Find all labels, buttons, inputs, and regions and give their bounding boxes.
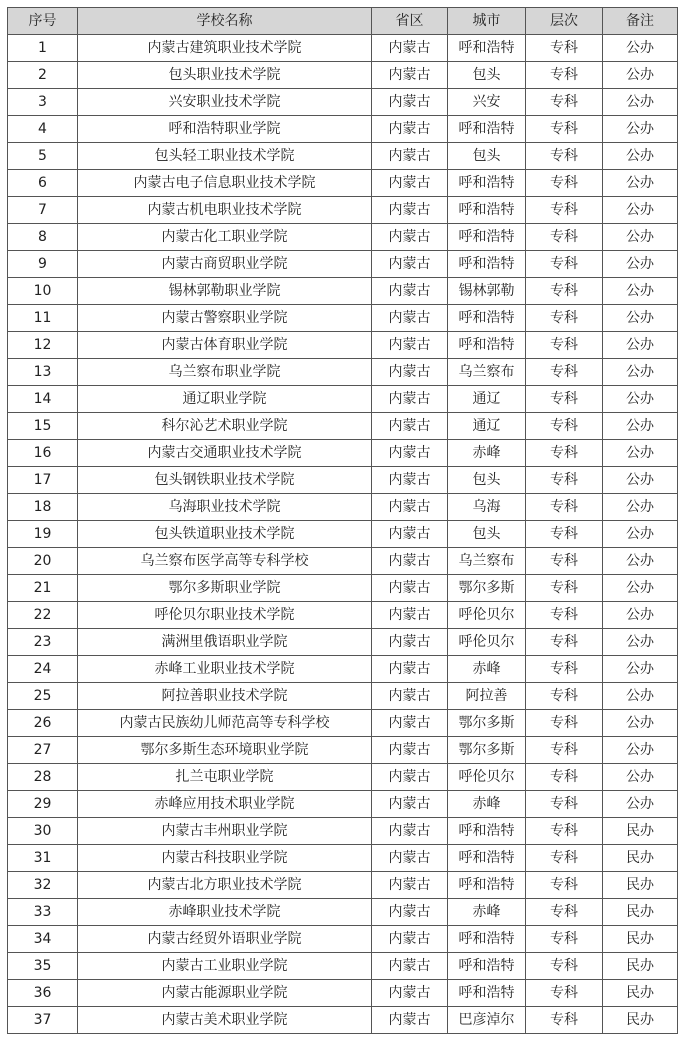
table-row xyxy=(8,791,678,818)
table-row xyxy=(8,305,678,332)
cell-no: 19 xyxy=(8,521,78,548)
cell-name: 赤峰应用技术职业学院 xyxy=(78,791,372,818)
cell-level: 专科 xyxy=(526,764,603,791)
table-row xyxy=(8,170,678,197)
cell-no: 36 xyxy=(8,980,78,1007)
cell-name: 乌兰察布职业学院 xyxy=(78,359,372,386)
cell-province: 内蒙古 xyxy=(372,278,448,305)
cell-no: 31 xyxy=(8,845,78,872)
cell-name: 包头职业技术学院 xyxy=(78,62,372,89)
cell-city: 乌兰察布 xyxy=(448,548,526,575)
cell-level: 专科 xyxy=(526,278,603,305)
cell-name: 阿拉善职业技术学院 xyxy=(78,683,372,710)
cell-city: 呼和浩特 xyxy=(448,845,526,872)
cell-level: 专科 xyxy=(526,845,603,872)
cell-note: 公办 xyxy=(603,440,678,467)
cell-province: 内蒙古 xyxy=(372,899,448,926)
cell-no: 7 xyxy=(8,197,78,224)
cell-province: 内蒙古 xyxy=(372,926,448,953)
cell-no: 25 xyxy=(8,683,78,710)
cell-level: 专科 xyxy=(526,143,603,170)
cell-level: 专科 xyxy=(526,1007,603,1034)
cell-city: 呼和浩特 xyxy=(448,224,526,251)
cell-name: 鄂尔多斯职业学院 xyxy=(78,575,372,602)
cell-city: 赤峰 xyxy=(448,440,526,467)
cell-province: 内蒙古 xyxy=(372,413,448,440)
cell-province: 内蒙古 xyxy=(372,62,448,89)
cell-province: 内蒙古 xyxy=(372,656,448,683)
table-row xyxy=(8,737,678,764)
cell-name: 内蒙古建筑职业技术学院 xyxy=(78,35,372,62)
school-list-sheet xyxy=(7,7,678,1034)
table-row xyxy=(8,899,678,926)
cell-city: 呼和浩特 xyxy=(448,818,526,845)
cell-level: 专科 xyxy=(526,386,603,413)
cell-province: 内蒙古 xyxy=(372,251,448,278)
cell-level: 专科 xyxy=(526,62,603,89)
cell-note: 公办 xyxy=(603,413,678,440)
table-row xyxy=(8,1007,678,1034)
cell-name: 内蒙古工业职业学院 xyxy=(78,953,372,980)
school-table xyxy=(7,7,678,1034)
cell-province: 内蒙古 xyxy=(372,35,448,62)
cell-note: 公办 xyxy=(603,386,678,413)
cell-no: 22 xyxy=(8,602,78,629)
cell-level: 专科 xyxy=(526,575,603,602)
table-row xyxy=(8,683,678,710)
cell-note: 公办 xyxy=(603,467,678,494)
table-row xyxy=(8,602,678,629)
table-row xyxy=(8,251,678,278)
cell-level: 专科 xyxy=(526,629,603,656)
cell-level: 专科 xyxy=(526,791,603,818)
cell-level: 专科 xyxy=(526,170,603,197)
cell-no: 18 xyxy=(8,494,78,521)
cell-name: 内蒙古交通职业技术学院 xyxy=(78,440,372,467)
cell-province: 内蒙古 xyxy=(372,602,448,629)
cell-note: 公办 xyxy=(603,197,678,224)
cell-city: 包头 xyxy=(448,467,526,494)
cell-province: 内蒙古 xyxy=(372,143,448,170)
cell-city: 呼和浩特 xyxy=(448,332,526,359)
table-row xyxy=(8,89,678,116)
cell-city: 乌海 xyxy=(448,494,526,521)
cell-city: 乌兰察布 xyxy=(448,359,526,386)
cell-city: 兴安 xyxy=(448,89,526,116)
cell-level: 专科 xyxy=(526,926,603,953)
cell-no: 3 xyxy=(8,89,78,116)
cell-city: 呼和浩特 xyxy=(448,251,526,278)
cell-level: 专科 xyxy=(526,413,603,440)
cell-note: 公办 xyxy=(603,737,678,764)
table-row xyxy=(8,872,678,899)
cell-note: 公办 xyxy=(603,89,678,116)
cell-level: 专科 xyxy=(526,521,603,548)
cell-note: 公办 xyxy=(603,791,678,818)
table-row xyxy=(8,494,678,521)
cell-level: 专科 xyxy=(526,548,603,575)
cell-city: 呼和浩特 xyxy=(448,197,526,224)
cell-province: 内蒙古 xyxy=(372,548,448,575)
cell-province: 内蒙古 xyxy=(372,467,448,494)
cell-city: 包头 xyxy=(448,521,526,548)
cell-city: 阿拉善 xyxy=(448,683,526,710)
cell-no: 12 xyxy=(8,332,78,359)
cell-city: 呼和浩特 xyxy=(448,116,526,143)
cell-name: 内蒙古科技职业学院 xyxy=(78,845,372,872)
cell-note: 公办 xyxy=(603,143,678,170)
cell-no: 32 xyxy=(8,872,78,899)
cell-level: 专科 xyxy=(526,656,603,683)
cell-city: 呼和浩特 xyxy=(448,170,526,197)
cell-level: 专科 xyxy=(526,305,603,332)
cell-no: 28 xyxy=(8,764,78,791)
table-row xyxy=(8,926,678,953)
cell-province: 内蒙古 xyxy=(372,980,448,1007)
cell-note: 公办 xyxy=(603,629,678,656)
cell-province: 内蒙古 xyxy=(372,818,448,845)
cell-note: 公办 xyxy=(603,278,678,305)
cell-level: 专科 xyxy=(526,332,603,359)
cell-no: 26 xyxy=(8,710,78,737)
cell-province: 内蒙古 xyxy=(372,359,448,386)
cell-note: 公办 xyxy=(603,656,678,683)
cell-level: 专科 xyxy=(526,440,603,467)
cell-name: 呼伦贝尔职业技术学院 xyxy=(78,602,372,629)
cell-note: 公办 xyxy=(603,116,678,143)
table-row xyxy=(8,197,678,224)
cell-city: 呼和浩特 xyxy=(448,980,526,1007)
cell-city: 通辽 xyxy=(448,386,526,413)
cell-name: 包头轻工职业技术学院 xyxy=(78,143,372,170)
cell-no: 2 xyxy=(8,62,78,89)
cell-note: 公办 xyxy=(603,494,678,521)
cell-note: 民办 xyxy=(603,980,678,1007)
table-row xyxy=(8,332,678,359)
cell-no: 14 xyxy=(8,386,78,413)
cell-level: 专科 xyxy=(526,494,603,521)
cell-no: 11 xyxy=(8,305,78,332)
cell-level: 专科 xyxy=(526,359,603,386)
cell-name: 内蒙古经贸外语职业学院 xyxy=(78,926,372,953)
cell-name: 内蒙古丰州职业学院 xyxy=(78,818,372,845)
table-row xyxy=(8,629,678,656)
cell-note: 公办 xyxy=(603,305,678,332)
cell-province: 内蒙古 xyxy=(372,224,448,251)
cell-no: 1 xyxy=(8,35,78,62)
cell-province: 内蒙古 xyxy=(372,1007,448,1034)
cell-province: 内蒙古 xyxy=(372,89,448,116)
cell-name: 扎兰屯职业学院 xyxy=(78,764,372,791)
header-city: 城市 xyxy=(448,8,526,35)
table-row xyxy=(8,386,678,413)
cell-name: 内蒙古北方职业技术学院 xyxy=(78,872,372,899)
cell-note: 民办 xyxy=(603,872,678,899)
cell-city: 呼和浩特 xyxy=(448,953,526,980)
table-row xyxy=(8,224,678,251)
cell-city: 呼和浩特 xyxy=(448,35,526,62)
cell-name: 包头钢铁职业技术学院 xyxy=(78,467,372,494)
cell-province: 内蒙古 xyxy=(372,872,448,899)
cell-name: 内蒙古警察职业学院 xyxy=(78,305,372,332)
cell-no: 21 xyxy=(8,575,78,602)
cell-no: 15 xyxy=(8,413,78,440)
cell-city: 包头 xyxy=(448,62,526,89)
table-header xyxy=(8,8,678,35)
table-row xyxy=(8,764,678,791)
cell-no: 27 xyxy=(8,737,78,764)
cell-level: 专科 xyxy=(526,251,603,278)
cell-city: 锡林郭勒 xyxy=(448,278,526,305)
table-row xyxy=(8,575,678,602)
cell-no: 10 xyxy=(8,278,78,305)
cell-name: 内蒙古民族幼儿师范高等专科学校 xyxy=(78,710,372,737)
cell-note: 公办 xyxy=(603,332,678,359)
cell-note: 公办 xyxy=(603,548,678,575)
header-row xyxy=(8,8,678,35)
header-note: 备注 xyxy=(603,8,678,35)
cell-city: 赤峰 xyxy=(448,791,526,818)
cell-level: 专科 xyxy=(526,737,603,764)
cell-province: 内蒙古 xyxy=(372,332,448,359)
cell-no: 17 xyxy=(8,467,78,494)
cell-level: 专科 xyxy=(526,89,603,116)
cell-no: 20 xyxy=(8,548,78,575)
table-row xyxy=(8,62,678,89)
table-row xyxy=(8,548,678,575)
cell-city: 赤峰 xyxy=(448,899,526,926)
cell-level: 专科 xyxy=(526,710,603,737)
cell-province: 内蒙古 xyxy=(372,629,448,656)
cell-note: 民办 xyxy=(603,845,678,872)
table-row xyxy=(8,116,678,143)
cell-no: 34 xyxy=(8,926,78,953)
cell-city: 呼伦贝尔 xyxy=(448,629,526,656)
cell-level: 专科 xyxy=(526,980,603,1007)
cell-no: 13 xyxy=(8,359,78,386)
table-row xyxy=(8,710,678,737)
cell-city: 呼和浩特 xyxy=(448,305,526,332)
table-row xyxy=(8,143,678,170)
cell-province: 内蒙古 xyxy=(372,197,448,224)
cell-province: 内蒙古 xyxy=(372,845,448,872)
cell-note: 公办 xyxy=(603,575,678,602)
cell-name: 科尔沁艺术职业学院 xyxy=(78,413,372,440)
cell-level: 专科 xyxy=(526,224,603,251)
cell-level: 专科 xyxy=(526,602,603,629)
cell-province: 内蒙古 xyxy=(372,575,448,602)
cell-no: 4 xyxy=(8,116,78,143)
cell-city: 鄂尔多斯 xyxy=(448,710,526,737)
cell-province: 内蒙古 xyxy=(372,116,448,143)
cell-city: 鄂尔多斯 xyxy=(448,575,526,602)
table-row xyxy=(8,35,678,62)
cell-no: 37 xyxy=(8,1007,78,1034)
header-name: 学校名称 xyxy=(78,8,372,35)
cell-level: 专科 xyxy=(526,467,603,494)
cell-name: 鄂尔多斯生态环境职业学院 xyxy=(78,737,372,764)
cell-no: 33 xyxy=(8,899,78,926)
cell-note: 公办 xyxy=(603,764,678,791)
cell-no: 16 xyxy=(8,440,78,467)
cell-name: 内蒙古能源职业学院 xyxy=(78,980,372,1007)
table-row xyxy=(8,467,678,494)
cell-name: 包头铁道职业技术学院 xyxy=(78,521,372,548)
cell-level: 专科 xyxy=(526,872,603,899)
cell-name: 赤峰职业技术学院 xyxy=(78,899,372,926)
cell-note: 公办 xyxy=(603,170,678,197)
cell-city: 巴彦淖尔 xyxy=(448,1007,526,1034)
cell-province: 内蒙古 xyxy=(372,953,448,980)
cell-city: 呼伦贝尔 xyxy=(448,602,526,629)
cell-no: 6 xyxy=(8,170,78,197)
table-row xyxy=(8,980,678,1007)
cell-note: 公办 xyxy=(603,359,678,386)
cell-city: 通辽 xyxy=(448,413,526,440)
cell-city: 赤峰 xyxy=(448,656,526,683)
cell-note: 民办 xyxy=(603,818,678,845)
cell-province: 内蒙古 xyxy=(372,791,448,818)
cell-province: 内蒙古 xyxy=(372,521,448,548)
table-row xyxy=(8,953,678,980)
cell-province: 内蒙古 xyxy=(372,710,448,737)
cell-province: 内蒙古 xyxy=(372,440,448,467)
cell-name: 呼和浩特职业学院 xyxy=(78,116,372,143)
cell-level: 专科 xyxy=(526,197,603,224)
cell-note: 公办 xyxy=(603,710,678,737)
cell-note: 民办 xyxy=(603,1007,678,1034)
cell-no: 8 xyxy=(8,224,78,251)
cell-note: 公办 xyxy=(603,35,678,62)
cell-city: 鄂尔多斯 xyxy=(448,737,526,764)
cell-name: 内蒙古化工职业学院 xyxy=(78,224,372,251)
cell-level: 专科 xyxy=(526,683,603,710)
cell-province: 内蒙古 xyxy=(372,737,448,764)
cell-province: 内蒙古 xyxy=(372,386,448,413)
cell-level: 专科 xyxy=(526,35,603,62)
cell-province: 内蒙古 xyxy=(372,305,448,332)
cell-level: 专科 xyxy=(526,899,603,926)
cell-province: 内蒙古 xyxy=(372,683,448,710)
table-row xyxy=(8,656,678,683)
cell-name: 内蒙古美术职业学院 xyxy=(78,1007,372,1034)
cell-note: 公办 xyxy=(603,602,678,629)
cell-name: 兴安职业技术学院 xyxy=(78,89,372,116)
cell-no: 30 xyxy=(8,818,78,845)
header-province: 省区 xyxy=(372,8,448,35)
table-row xyxy=(8,818,678,845)
table-row xyxy=(8,440,678,467)
header-no: 序号 xyxy=(8,8,78,35)
cell-level: 专科 xyxy=(526,953,603,980)
cell-note: 民办 xyxy=(603,926,678,953)
cell-no: 5 xyxy=(8,143,78,170)
table-body xyxy=(8,35,678,1034)
table-row xyxy=(8,845,678,872)
cell-note: 公办 xyxy=(603,683,678,710)
cell-no: 35 xyxy=(8,953,78,980)
cell-name: 赤峰工业职业技术学院 xyxy=(78,656,372,683)
cell-name: 通辽职业学院 xyxy=(78,386,372,413)
cell-note: 公办 xyxy=(603,251,678,278)
header-level: 层次 xyxy=(526,8,603,35)
cell-name: 内蒙古机电职业技术学院 xyxy=(78,197,372,224)
table-row xyxy=(8,413,678,440)
cell-name: 内蒙古电子信息职业技术学院 xyxy=(78,170,372,197)
cell-no: 23 xyxy=(8,629,78,656)
table-row xyxy=(8,521,678,548)
cell-level: 专科 xyxy=(526,818,603,845)
cell-note: 民办 xyxy=(603,899,678,926)
cell-city: 呼和浩特 xyxy=(448,872,526,899)
cell-province: 内蒙古 xyxy=(372,764,448,791)
cell-name: 内蒙古体育职业学院 xyxy=(78,332,372,359)
cell-city: 包头 xyxy=(448,143,526,170)
cell-note: 公办 xyxy=(603,62,678,89)
cell-name: 满洲里俄语职业学院 xyxy=(78,629,372,656)
cell-note: 民办 xyxy=(603,953,678,980)
cell-province: 内蒙古 xyxy=(372,170,448,197)
cell-note: 公办 xyxy=(603,521,678,548)
cell-city: 呼和浩特 xyxy=(448,926,526,953)
cell-city: 呼伦贝尔 xyxy=(448,764,526,791)
table-row xyxy=(8,359,678,386)
cell-province: 内蒙古 xyxy=(372,494,448,521)
cell-name: 乌兰察布医学高等专科学校 xyxy=(78,548,372,575)
cell-name: 内蒙古商贸职业学院 xyxy=(78,251,372,278)
cell-level: 专科 xyxy=(526,116,603,143)
cell-no: 24 xyxy=(8,656,78,683)
cell-name: 乌海职业技术学院 xyxy=(78,494,372,521)
cell-name: 锡林郭勒职业学院 xyxy=(78,278,372,305)
cell-no: 9 xyxy=(8,251,78,278)
cell-no: 29 xyxy=(8,791,78,818)
cell-note: 公办 xyxy=(603,224,678,251)
table-row xyxy=(8,278,678,305)
